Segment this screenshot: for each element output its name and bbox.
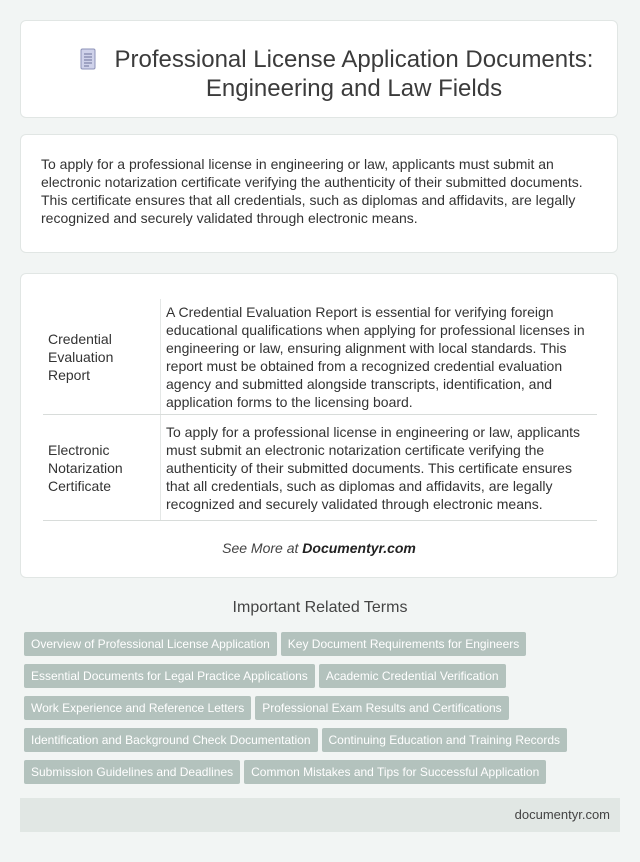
related-term-tag[interactable]: Common Mistakes and Tips for Successful Application: [244, 760, 546, 784]
related-term-tag[interactable]: Submission Guidelines and Deadlines: [24, 760, 240, 784]
documents-table: [43, 299, 597, 521]
related-terms-heading: Important Related Terms: [232, 599, 408, 616]
related-term-tag[interactable]: Essential Documents for Legal Practice Applications: [24, 664, 315, 688]
tag-row: [24, 696, 604, 720]
page-title: Professional License Application Documents: Engineering and Law Fields: [114, 46, 594, 102]
title-card: [20, 20, 618, 118]
description-cell: To apply for a professional license in engineering or law, applicants must submit an electronic notarization certificate verifying the authenticity of their submitted documents. This certificate ensures that all credentials, such as diplomas and affidavits, are legally recognized and securely validated through electronic means.: [161, 415, 598, 521]
tag-row: [24, 632, 604, 656]
footer: [20, 798, 620, 832]
term-cell: Credential Evaluation Report: [43, 299, 161, 415]
related-term-tag[interactable]: Continuing Education and Training Records: [322, 728, 567, 752]
tag-row: [24, 728, 604, 752]
documents-table-card: [20, 273, 618, 578]
term-cell: Electronic Notarization Certificate: [43, 415, 161, 521]
see-more-prefix: See More at: [222, 540, 299, 556]
table-row: [43, 415, 597, 521]
footer-site-link[interactable]: documentyr.com: [514, 807, 610, 822]
related-term-tag[interactable]: Overview of Professional License Application: [24, 632, 277, 656]
intro-paragraph: To apply for a professional license in engineering or law, applicants must submit an electronic notarization certificate verifying the authenticity of their submitted documents. This certificate ensures that all credentials, such as diplomas and affidavits, are legally recognized and securely validated through electronic means.: [41, 156, 583, 226]
table-row: [43, 299, 597, 415]
related-term-tag[interactable]: Work Experience and Reference Letters: [24, 696, 251, 720]
document-icon: [79, 48, 97, 70]
tag-row: [24, 664, 604, 688]
related-term-tag[interactable]: Academic Credential Verification: [319, 664, 506, 688]
see-more-link[interactable]: Documentyr.com: [302, 540, 416, 556]
intro-card: [20, 134, 618, 253]
related-term-tag[interactable]: Identification and Background Check Documentation: [24, 728, 318, 752]
see-more-line: [21, 540, 617, 556]
tag-row: [24, 760, 604, 784]
description-cell: A Credential Evaluation Report is essential for verifying foreign educational qualifications when applying for professional licenses in engineering or law, ensuring alignment with local standards. This report must be obtained from a recognized credential evaluation agency and submitted alongside transcripts, identification, and application forms to the licensing board.: [161, 299, 598, 415]
related-terms-list: [24, 632, 604, 792]
related-term-tag[interactable]: Key Document Requirements for Engineers: [281, 632, 526, 656]
related-term-tag[interactable]: Professional Exam Results and Certifications: [255, 696, 508, 720]
